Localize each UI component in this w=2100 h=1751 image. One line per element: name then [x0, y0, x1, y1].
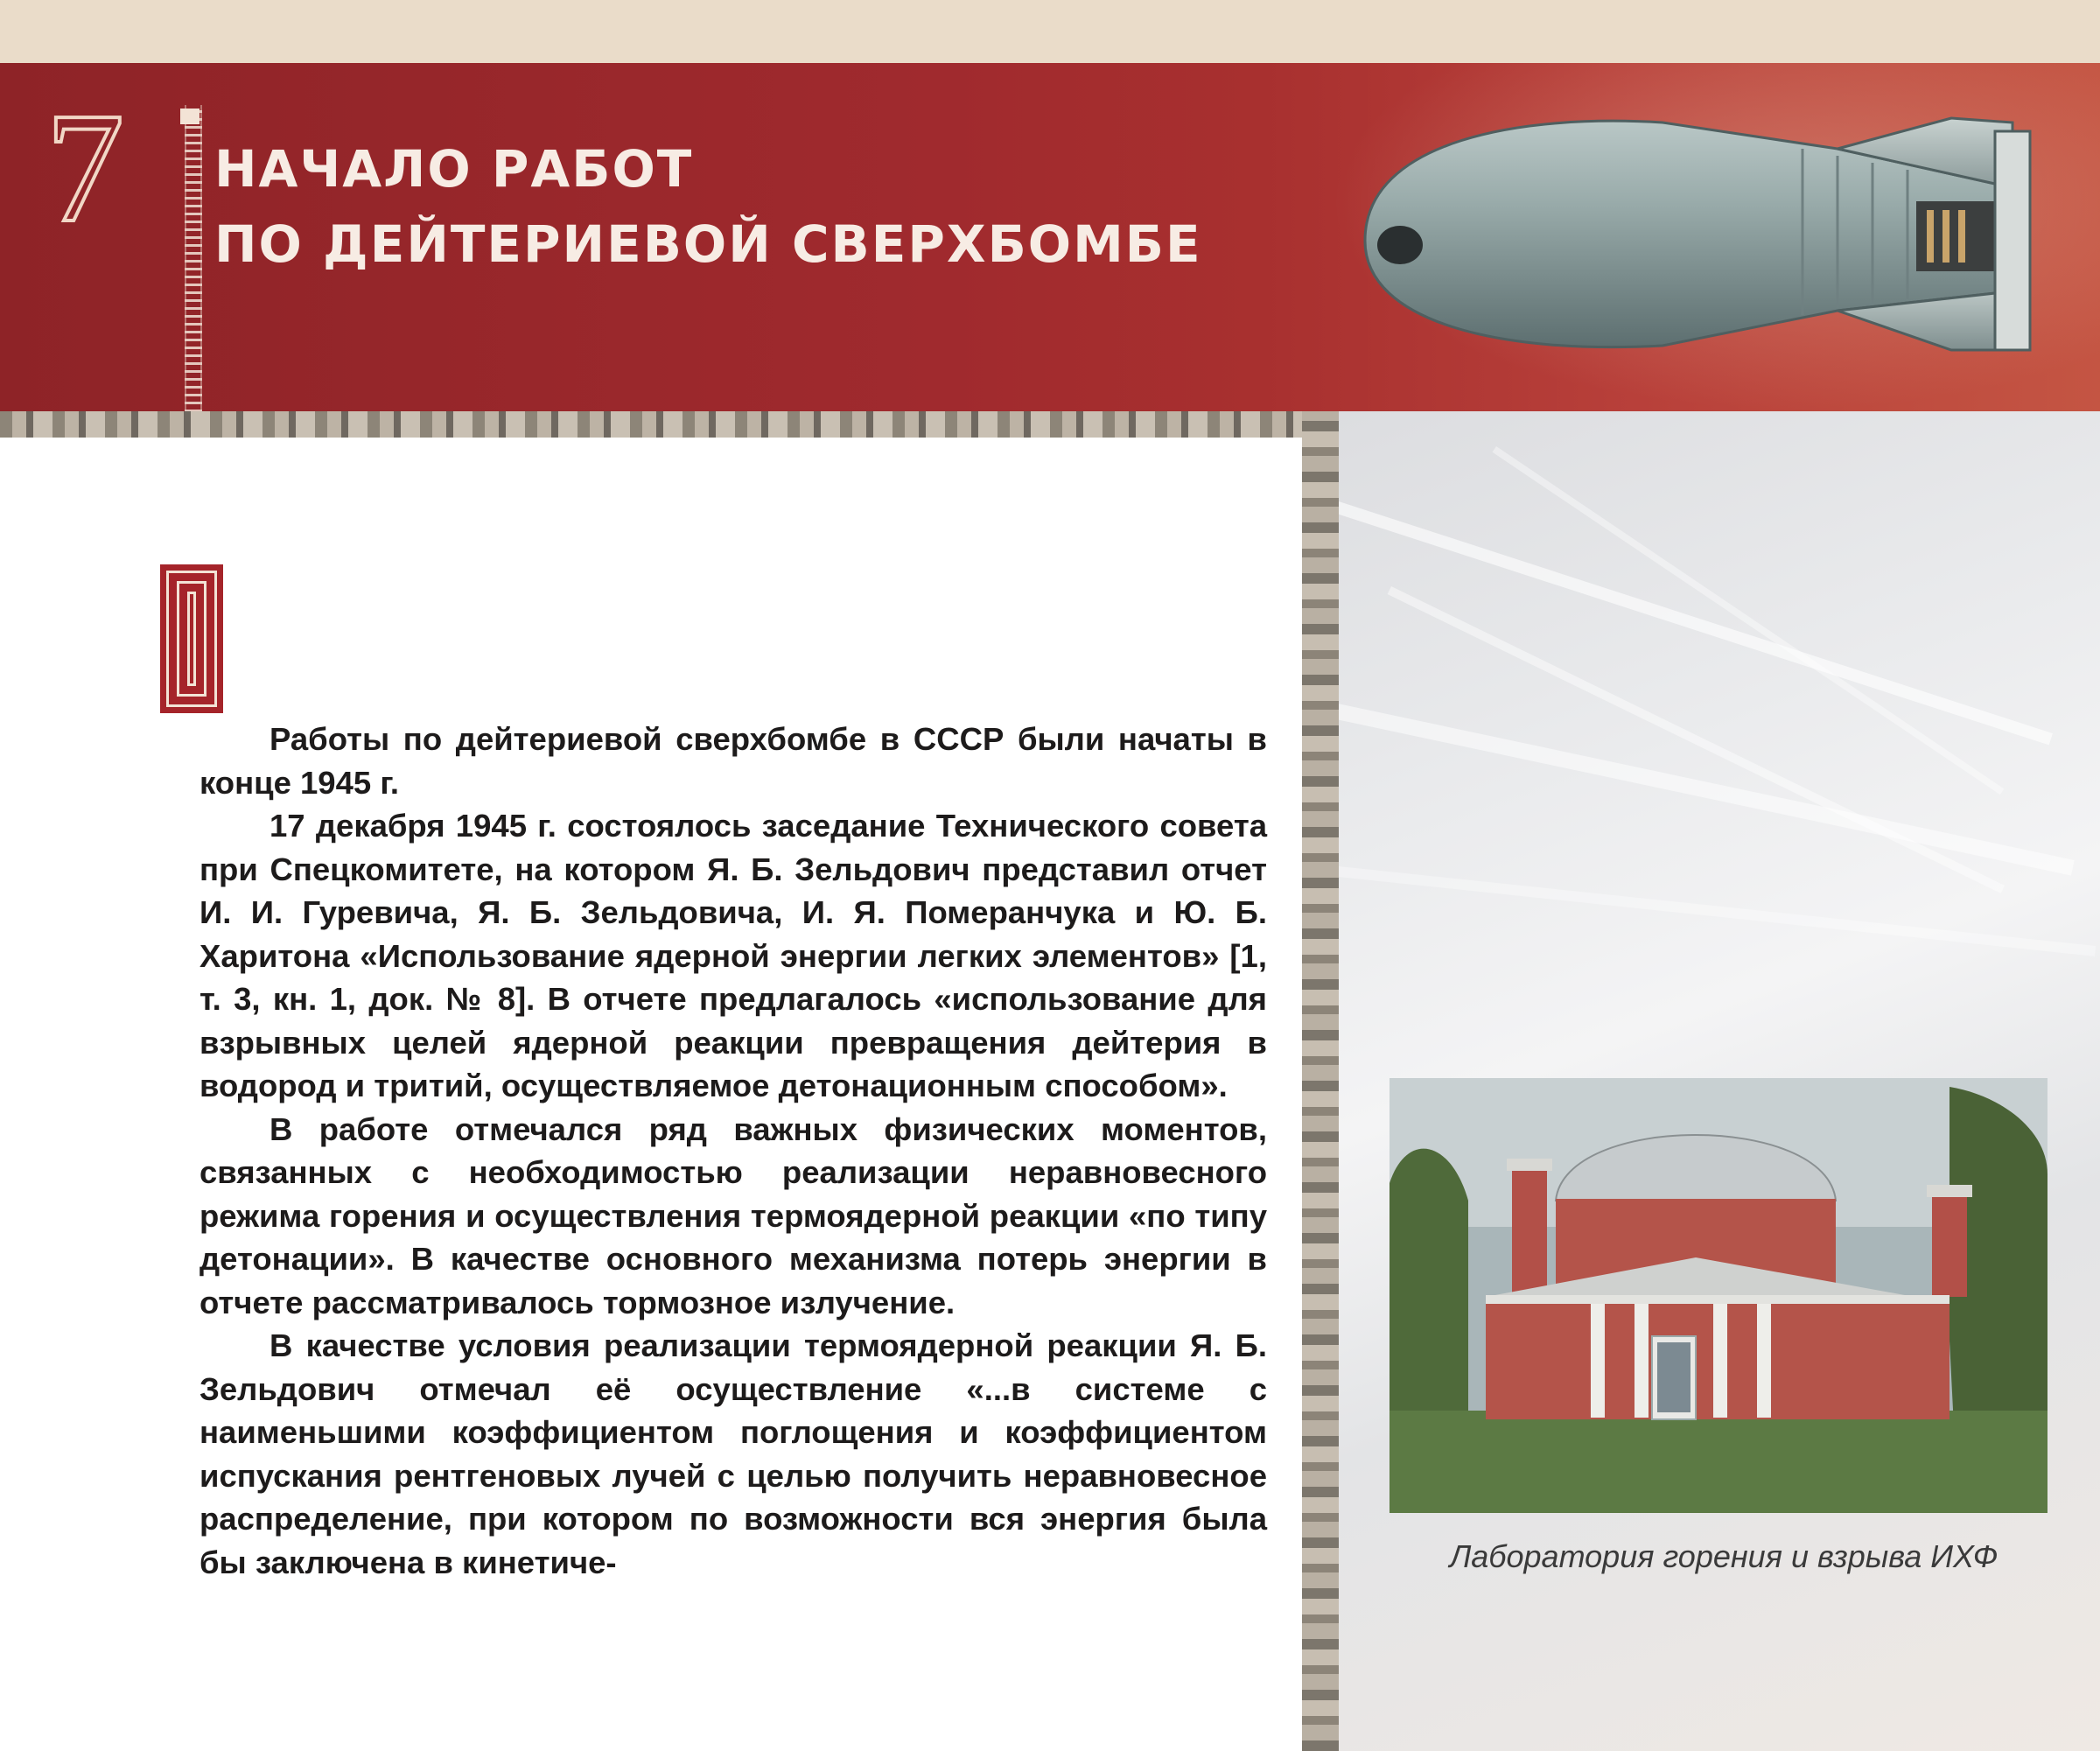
decorative-chain-cap	[180, 109, 200, 124]
top-margin	[0, 0, 2100, 63]
chapter-title-line-2: ПО ДЕЙТЕРИЕВОЙ СВЕРХБОМБЕ	[214, 214, 1202, 274]
article-body	[200, 718, 1267, 1584]
paragraph-4: В качестве условия реализации термоядерной реакции Я. Б. Зельдович отмечал её осуществление «...в системе с наименьшими коэффициентом поглощения и коэффициентом испускания рентгеновых лучей с целью получить неравновесное распределение, при котором по возможности вся энергия была бы заключена в кинетиче-	[200, 1327, 1267, 1580]
paragraph-3: В работе отмечался ряд важных физических моментов, связанных с необходимостью реализации неравновесного режима горения и осуществления термоядерной реакции «по типу детонации». В качестве основного механизма потерь энергии в отчете рассматривалось тормозное излучение.	[200, 1110, 1267, 1320]
photo-caption: Лаборатория горения и взрыва ИХФ	[1449, 1538, 1998, 1574]
stone-border-right	[1302, 411, 1339, 1751]
chapter-title	[214, 131, 1202, 282]
chapter-title-line-1: НАЧАЛО РАБОТ	[214, 139, 694, 199]
stone-border-top	[0, 411, 1339, 438]
decorative-ornament	[160, 564, 223, 713]
paragraph-2: 17 декабря 1945 г. состоялось заседание Технического совета при Спецкомитете, на котором Я. Б. Зельдович представил отчет И. И. Гуревича, Я. Б. Зельдовича, И. Я. Померанчука и Ю. Б. Харитона «Использование ядерной энергии легких элементов» [1, т. 3, кн. 1, док. № 8]. В отчете предлагалось «использование для взрывных целей ядерной реакции превращения дейтерия в водород и тритий, осуществляемое детонационным способом».	[200, 808, 1267, 1103]
bomb-illustration	[1348, 88, 2065, 376]
paragraph-1: Работы по дейтериевой сверхбомбе в СССР были начаты в конце 1945 г.	[200, 721, 1267, 801]
chapter-number: 7	[46, 81, 124, 255]
laboratory-photo	[1390, 1078, 2048, 1513]
